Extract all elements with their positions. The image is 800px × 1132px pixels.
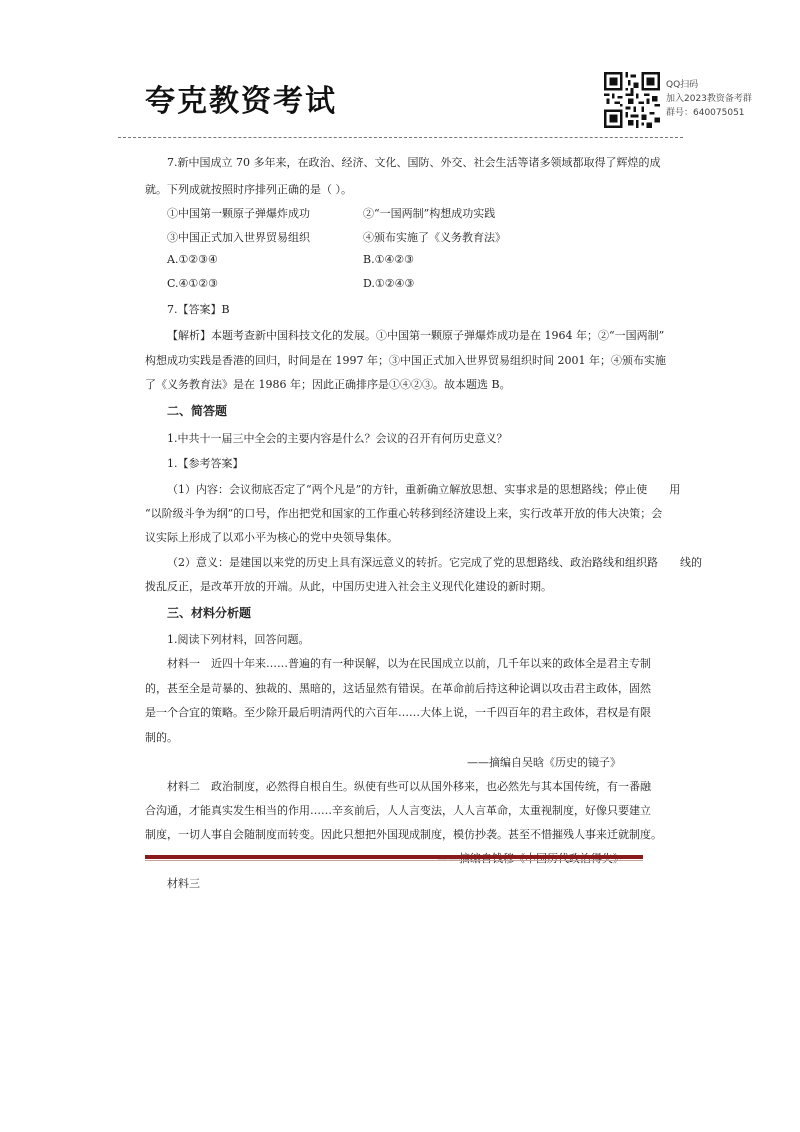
material-source: ——摘编自吴晗《历史的镜子》 [467,756,621,769]
analysis-text: 【解析】本题考查新中国科技文化的发展。①中国第一颗原子弹爆炸成功是在 1964 年；②“一国两制” [167,329,665,342]
question-7-stem: 就。下列成就按照时序排列正确的是（ ）。 [145,183,352,196]
footer-accent-bar [145,855,643,859]
material-text: 材料二 政治制度，必然得自根自生。纵使有些可以从国外移来，也必然先与其本国传统，有一番融 [167,780,651,793]
reference-answer-label: 1.【参考答案】 [167,457,244,470]
material-text: 制度，一切人事自会随制度而转变。因此只想把外国现成制度，模仿抄袭。甚至不惜摧残人事来迁就制度。 [145,828,662,841]
option-item: ①中国第一颗原子弹爆炸成功 [167,207,310,220]
question-text: 1.中共十一届三中全会的主要内容是什么？会议的召开有何历史意义？ [167,432,508,445]
qr-caption-line: 群号：640075051 [666,108,745,118]
analysis-text: 构想成功实践是香港的回归，时间是在 1997 年；③中国正式加入世界贸易组织时间 2001 年；④颁布实施 [145,354,666,367]
question-7-stem: 7.新中国成立 70 多年来，在政治、经济、文化、国防、外交、社会生活等诸多领域都取得了辉煌的成 [167,156,661,169]
qr-caption [666,78,752,120]
answer-text: （1）内容：会议彻底否定了“两个凡是”的方针，重新确立解放思想、实事求是的思想路线；停止使 用 [167,483,681,496]
qr-caption-line: QQ扫码 [666,80,699,90]
answer-text: （2）意义：是建国以来党的历史上具有深远意义的转折。它完成了党的思想路线、政治路线和组织路 线的 [167,556,702,569]
material-text: 材料一 近四十年来……普遍的有一种误解，以为在民国成立以前，几千年以来的政体全是君主专制 [167,657,651,670]
material-text: 的，甚至全是苛暴的、独裁的、黑暗的，这话显然有错误。在革命前后持这种论调以攻击君主政体，固然 [145,682,651,695]
question-text: 1.阅读下列材料，回答问题。 [167,633,310,646]
choice-c: C.④①②③ [167,277,218,290]
qr-caption-line: 加入2023教资备考群 [666,94,752,104]
material-text: 制的。 [145,731,178,744]
brand-logo-text: 夸克教资考试 [145,84,337,119]
material-text: 是一个合宜的策略。至少除开最后明清两代的六百年……大体上说，一千四百年的君主政体，君权是有限 [145,706,651,719]
section-heading: 二、简答题 [167,404,228,418]
answer-label: 7.【答案】B [167,303,230,316]
material-text: 合沟通，才能真实发生相当的作用……辛亥前后，人人言变法，人人言革命，太重视制度，好像只要建立 [145,804,651,817]
section-heading: 三、材料分析题 [167,606,252,620]
answer-text: 拨乱反正，是改革开放的开端。从此，中国历史进入社会主义现代化建设的新时期。 [145,580,552,593]
option-item: ④颁布实施了《义务教育法》 [363,231,506,244]
option-item: ②“一国两制”构想成功实践 [363,207,496,220]
option-item: ③中国正式加入世界贸易组织 [167,231,310,244]
answer-text: 议实际上形成了以邓小平为核心的党中央领导集体。 [145,531,398,544]
choice-a: A.①②③④ [167,253,218,266]
answer-text: “以阶级斗争为纲”的口号，作出把党和国家的工作重心转移到经济建设上来，实行改革开放的伟大决策；会 [145,507,663,520]
choice-d: D.①②④③ [363,277,415,290]
choice-b: B.①④②③ [363,253,415,266]
qr-code-icon [604,72,660,128]
header-divider [118,137,683,138]
analysis-text: 了《义务教育法》是在 1986 年；因此正确排序是①④②③。故本题选 B。 [145,378,511,391]
material-label: 材料三 [167,877,200,890]
footer-accent-line [145,860,643,861]
